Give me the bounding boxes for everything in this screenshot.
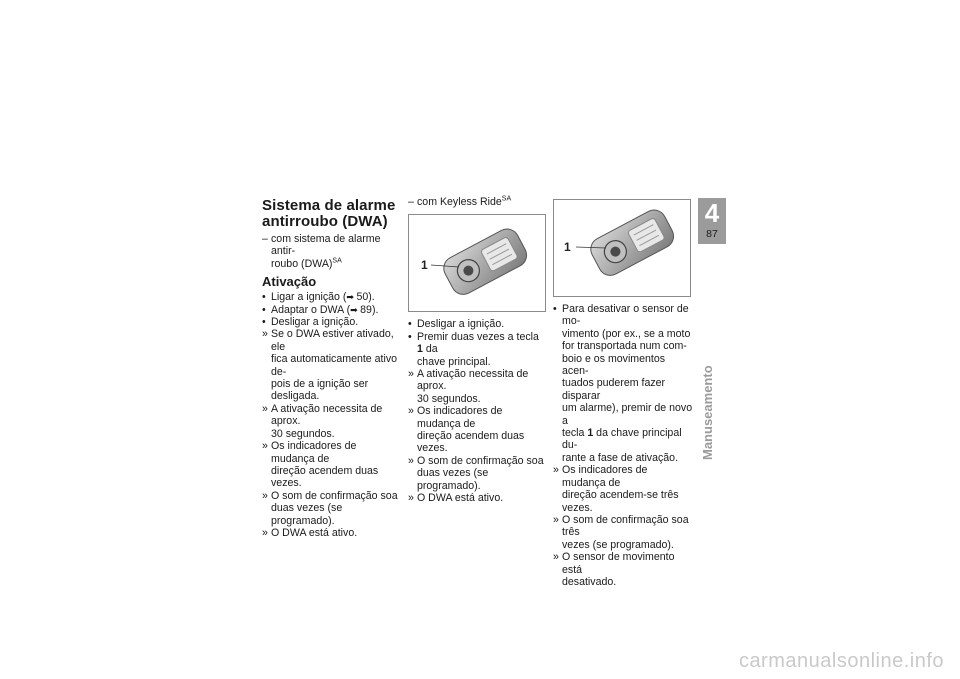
subsection-title: Ativação <box>262 274 317 290</box>
result-item: » Os indicadores de mudança de direção acendem duas vezes. <box>408 405 525 455</box>
chapter-number: 4 <box>704 198 720 228</box>
chapter-name: Manuseamento <box>700 365 715 460</box>
chapter-tab <box>698 198 726 244</box>
key-reference: 1 <box>417 343 423 356</box>
instruction-item: • Para desativar o sensor de mo- vimento (por ex., se a moto for transportada num com- boio e os movimentos acen- tuados puderem fazer disparar um alarme), premir de novo a tecla 1 da chave principal du- rante a fase de ativação. <box>553 303 693 464</box>
result-item: » Se o DWA estiver ativado, ele fica automaticamente ativo de- pois de a ignição ser desligada. <box>262 328 398 403</box>
page-reference[interactable]: 89 <box>360 303 372 316</box>
special-equipment-sup: SA <box>501 195 512 203</box>
column-3 <box>553 196 693 588</box>
key-fob-figure <box>553 199 691 297</box>
page-reference-arrow-icon: ➡ <box>350 304 361 315</box>
equipment-dash-icon: – <box>408 196 414 208</box>
equipment-note: – com sistema de alarme antir- roubo (DWA)$^{SA}$ <box>262 233 381 270</box>
instruction-item: • Ligar a ignição (➡ 50). <box>262 291 375 304</box>
equipment-dash-icon: – <box>262 233 268 245</box>
result-arrow-icon: » <box>408 492 414 505</box>
result-item: » Os indicadores de mudança de direção acendem-se três vezes. <box>553 464 679 514</box>
step-list <box>553 303 693 588</box>
result-arrow-icon: » <box>262 328 268 341</box>
bullet-icon: • <box>408 318 412 331</box>
figure-callout-label: 1 <box>421 258 428 273</box>
result-arrow-icon: » <box>262 402 268 415</box>
result-arrow-icon: » <box>408 454 414 467</box>
result-item: » O som de confirmação soa duas vezes (se programado). <box>262 489 398 527</box>
result-arrow-icon: » <box>262 440 268 453</box>
step-list <box>262 291 402 539</box>
step-list <box>408 318 546 504</box>
bullet-icon: • <box>262 291 266 304</box>
result-arrow-icon: » <box>408 405 414 418</box>
section-title: Sistema de alarme antirroubo (DWA) <box>262 197 396 230</box>
instruction-item: • Adaptar o DWA (➡ 89). <box>262 303 379 316</box>
result-arrow-icon: » <box>262 526 268 539</box>
result-item: » A ativação necessita de aprox. 30 segundos. <box>408 368 529 405</box>
page-reference[interactable]: 50 <box>356 291 369 304</box>
result-item: » O sensor de movimento está desativado. <box>553 551 675 588</box>
key-reference: 1 <box>587 427 594 440</box>
result-arrow-icon: » <box>553 551 559 564</box>
result-item: » O som de confirmação soa três vezes (se programado). <box>553 513 689 551</box>
bullet-icon: • <box>262 316 266 329</box>
figure-callout-label: 1 <box>564 240 571 254</box>
column-1 <box>262 196 402 539</box>
instruction-item: • Desligar a ignição. <box>262 316 359 329</box>
special-equipment-sup: SA <box>332 257 342 265</box>
key-fob-icon <box>554 200 690 296</box>
result-item: » Os indicadores de mudança de direção acendem duas vezes. <box>262 440 379 490</box>
instruction-item: • Desligar a ignição. <box>408 318 505 331</box>
page-number: 87 <box>706 228 718 240</box>
result-item: » O DWA está ativo. <box>408 492 504 505</box>
result-item: » A ativação necessita de aprox. 30 segundos. <box>262 402 383 440</box>
bullet-icon: • <box>408 330 412 343</box>
watermark: carmanualsonline.info <box>738 650 944 672</box>
equipment-note: – com Keyless Ride$^{SA}$ <box>408 195 512 208</box>
result-arrow-icon: » <box>408 368 414 381</box>
page-reference-arrow-icon: ➡ <box>346 292 357 303</box>
instruction-item: • Premir duas vezes a tecla 1 da chave principal. <box>408 330 539 368</box>
key-fob-icon <box>409 215 545 311</box>
result-arrow-icon: » <box>553 513 559 526</box>
bullet-icon: • <box>553 303 557 315</box>
bullet-icon: • <box>262 303 266 316</box>
result-item: » O DWA está ativo. <box>262 526 358 539</box>
column-2 <box>408 196 546 505</box>
result-arrow-icon: » <box>553 464 559 477</box>
result-arrow-icon: » <box>262 489 268 502</box>
result-item: » O som de confirmação soa duas vezes (se programado). <box>408 454 544 492</box>
key-fob-figure <box>408 214 546 312</box>
